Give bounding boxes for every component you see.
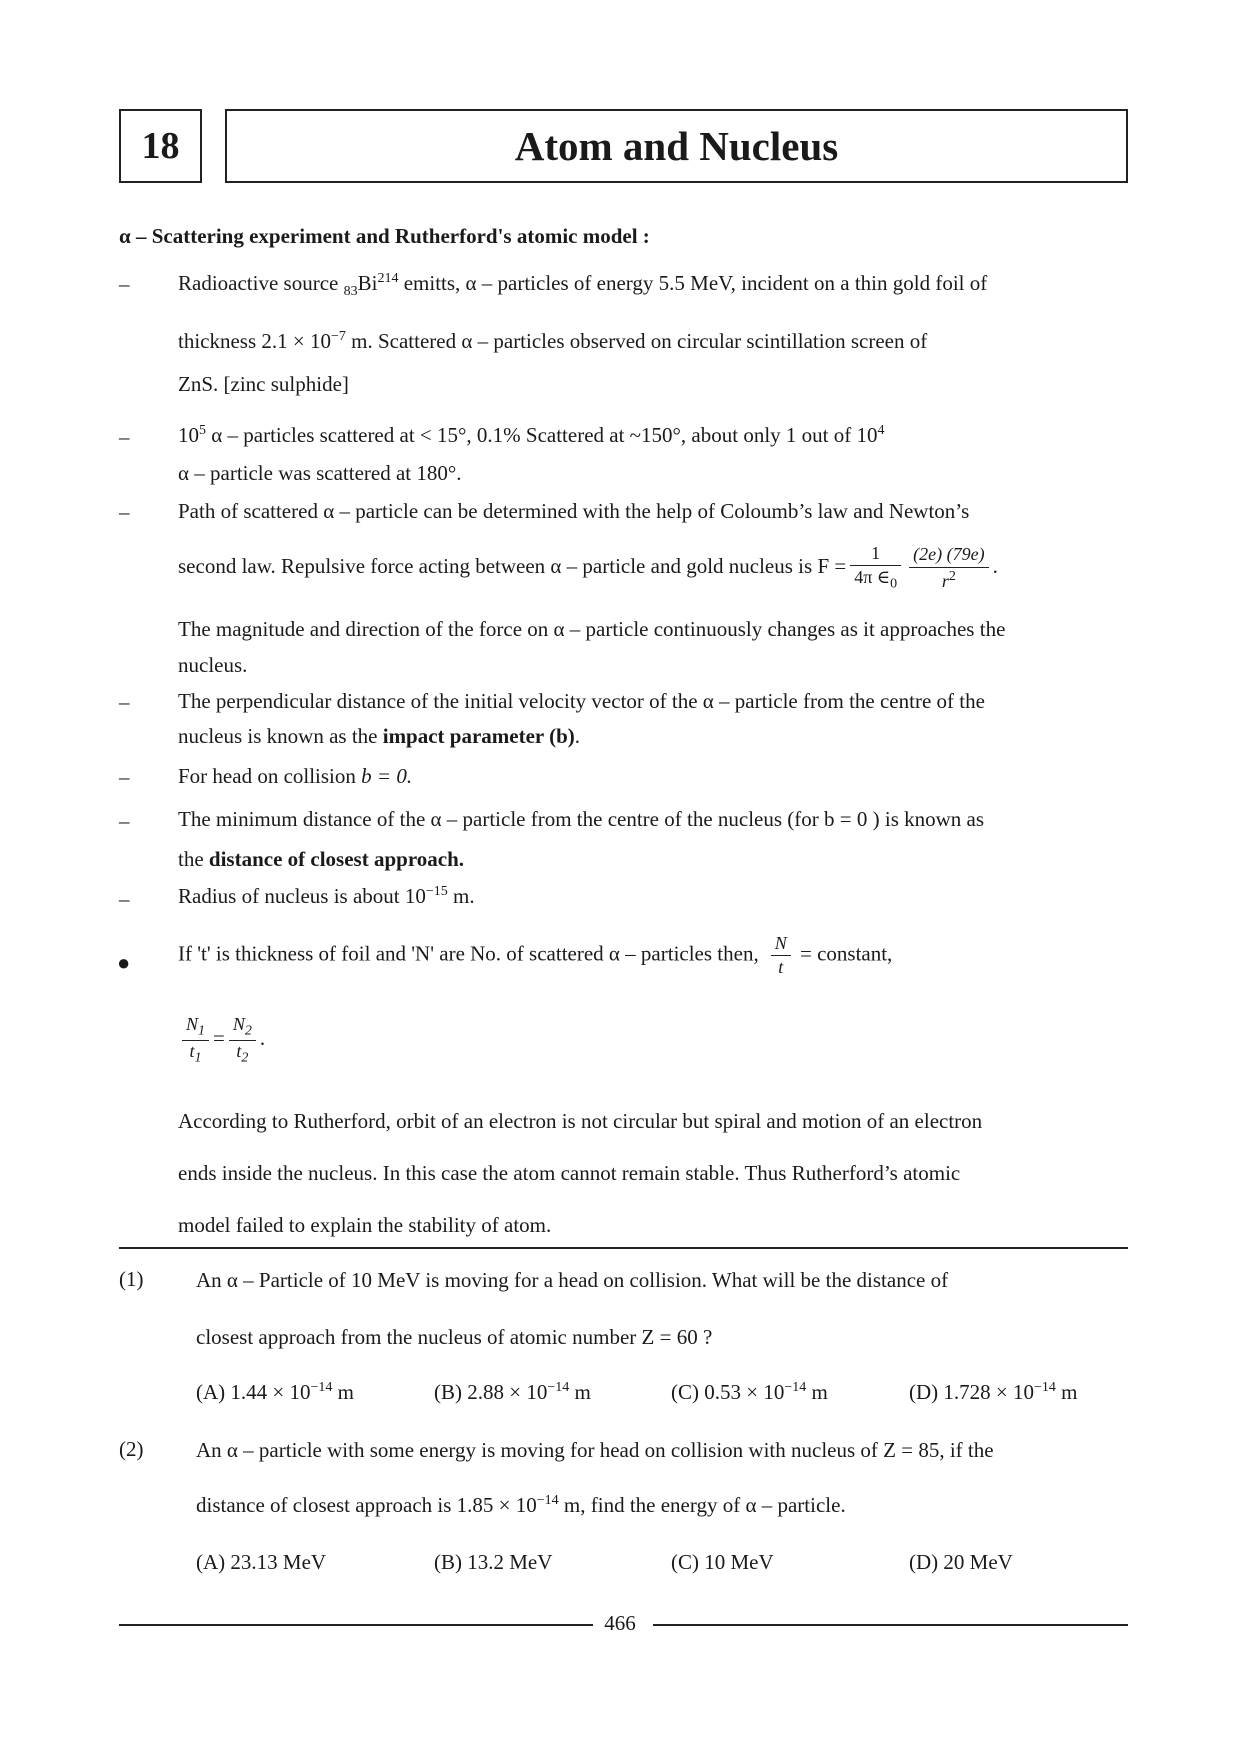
dash-bullet: – — [119, 425, 130, 449]
page-number: 466 — [604, 1611, 636, 1635]
bullet-7: Radius of nucleus is about $10^{-15}$ m. — [178, 884, 475, 908]
question-1-option-d[interactable]: (D) $1.728 \times 10^{-14}$ m — [909, 1380, 1078, 1404]
impact-parameter-term: impact parameter (b) — [382, 724, 575, 748]
question-1-option-c[interactable]: (C) $0.53 \times 10^{-14}$ m — [671, 1380, 828, 1404]
dot-bullet: ● — [117, 950, 131, 975]
paragraph-line-3: model failed to explain the stability of atom. — [178, 1213, 552, 1237]
bullet-6-line-2: the distance of closest approach. — [178, 847, 465, 871]
dash-bullet: – — [119, 690, 130, 714]
question-2-number: (2) — [119, 1437, 144, 1461]
bullet-5: For head on collision b = 0. — [178, 764, 413, 788]
bullet-3-line-2: second law. Repulsive force acting between α – particle and gold nucleus is F = $\frac{1}{4\pi \in_0}$ $\frac{(2e) (79e)}{r^2}$ . — [178, 542, 1128, 594]
question-1-number: (1) — [119, 1267, 144, 1291]
question-2-option-b[interactable]: (B) 13.2 MeV — [434, 1550, 553, 1574]
force-fraction-2: $\frac{(2e) (79e)}{r^2}$ — [909, 543, 988, 593]
dash-bullet: – — [119, 500, 130, 524]
dot-bullet-line-1: If 't' is thickness of foil and 'N' are No. of scattered α – particles then, $\frac{N}{t}$ = constant, — [178, 932, 1128, 980]
ratio-equation: $\frac{N_1}{t_1}$ = $\frac{N_2}{t_2}$ . — [178, 1014, 265, 1066]
force-fraction-1: $\frac{1}{4\pi \in_0}$ — [850, 542, 901, 594]
ratio-fraction-1: $\frac{N_1}{t_1}$ — [182, 1014, 209, 1066]
question-1-line-2: closest approach from the nucleus of atomic number Z = 60 ? — [196, 1325, 713, 1349]
footer-rule-left — [119, 1624, 593, 1626]
force-label: F = — [817, 553, 847, 578]
bullet-1-line-2: thickness $2.1 \times 10^{-7}$ m. Scattered α – particles observed on circular scintillation screen of — [178, 329, 928, 353]
bullet-2-line-2: α – particle was scattered at 180°. — [178, 461, 462, 485]
chapter-number-box — [119, 109, 202, 183]
bullet-3-line-1: Path of scattered α – particle can be determined with the help of Coloumb’s law and Newton’s — [178, 499, 970, 523]
question-2-option-a[interactable]: (A) 23.13 MeV — [196, 1550, 327, 1574]
dash-bullet: – — [119, 272, 130, 296]
closest-approach-term: distance of closest approach. — [208, 847, 465, 871]
ratio-fraction-2: $\frac{N_2}{t_2}$ — [229, 1014, 256, 1066]
question-2-line-2: distance of closest approach is $1.85 \times 10^{-14}$ m, find the energy of α – particle. — [196, 1493, 846, 1517]
question-2-option-c[interactable]: (C) 10 MeV — [671, 1550, 774, 1574]
question-2-option-d[interactable]: (D) 20 MeV — [909, 1550, 1013, 1574]
dash-bullet: – — [119, 765, 130, 789]
section-heading: α – Scattering experiment and Rutherford's atomic model : — [119, 224, 650, 248]
bullet-3-line-4: nucleus. — [178, 653, 248, 677]
paragraph-line-2: ends inside the nucleus. In this case the atom cannot remain stable. Thus Rutherford’s atomic — [178, 1161, 961, 1185]
dash-bullet: – — [119, 887, 130, 911]
chapter-title-box — [225, 109, 1128, 183]
section-divider — [119, 1247, 1128, 1249]
question-2-line-1: An α – particle with some energy is moving for head on collision with nucleus of Z = 85, if the — [196, 1438, 994, 1462]
bullet-6-line-1: The minimum distance of the α – particle from the centre of the nucleus (for b = 0 ) is known as — [178, 807, 985, 831]
chapter-title: Atom and Nucleus — [514, 123, 839, 169]
bullet-3-line-3: The magnitude and direction of the force on α – particle continuously changes as it approaches the — [178, 617, 1006, 641]
dash-bullet: – — [119, 809, 130, 833]
paragraph-line-1: According to Rutherford, orbit of an electron is not circular but spiral and motion of an electron — [178, 1109, 983, 1133]
question-1-option-a[interactable]: (A) $1.44 \times 10^{-14}$ m — [196, 1380, 354, 1404]
chapter-number: 18 — [141, 125, 180, 167]
bullet-2-line-1: $10^5$ α – particles scattered at < 15°, 0.1% Scattered at ~150°, about only 1 out of $10^4$ — [178, 423, 885, 447]
question-1-line-1: An α – Particle of 10 MeV is moving for a head on collision. What will be the distance of — [196, 1268, 949, 1292]
bullet-4-line-2: nucleus is known as the impact parameter (b). — [178, 724, 581, 748]
bullet-1-line-1: Radioactive source $_{83}Bi^{214}$ emitts, α – particles of energy 5.5 MeV, incident on a thin gold foil of — [178, 271, 988, 300]
question-1-option-b[interactable]: (B) $2.88 \times 10^{-14}$ m — [434, 1380, 591, 1404]
n-over-t-fraction: $\frac{N}{t}$ — [771, 932, 791, 980]
bullet-4-line-1: The perpendicular distance of the initial velocity vector of the α – particle from the centre of the — [178, 689, 985, 713]
bullet-1-line-3: ZnS. [zinc sulphide] — [178, 372, 349, 396]
footer-rule-right — [653, 1624, 1128, 1626]
